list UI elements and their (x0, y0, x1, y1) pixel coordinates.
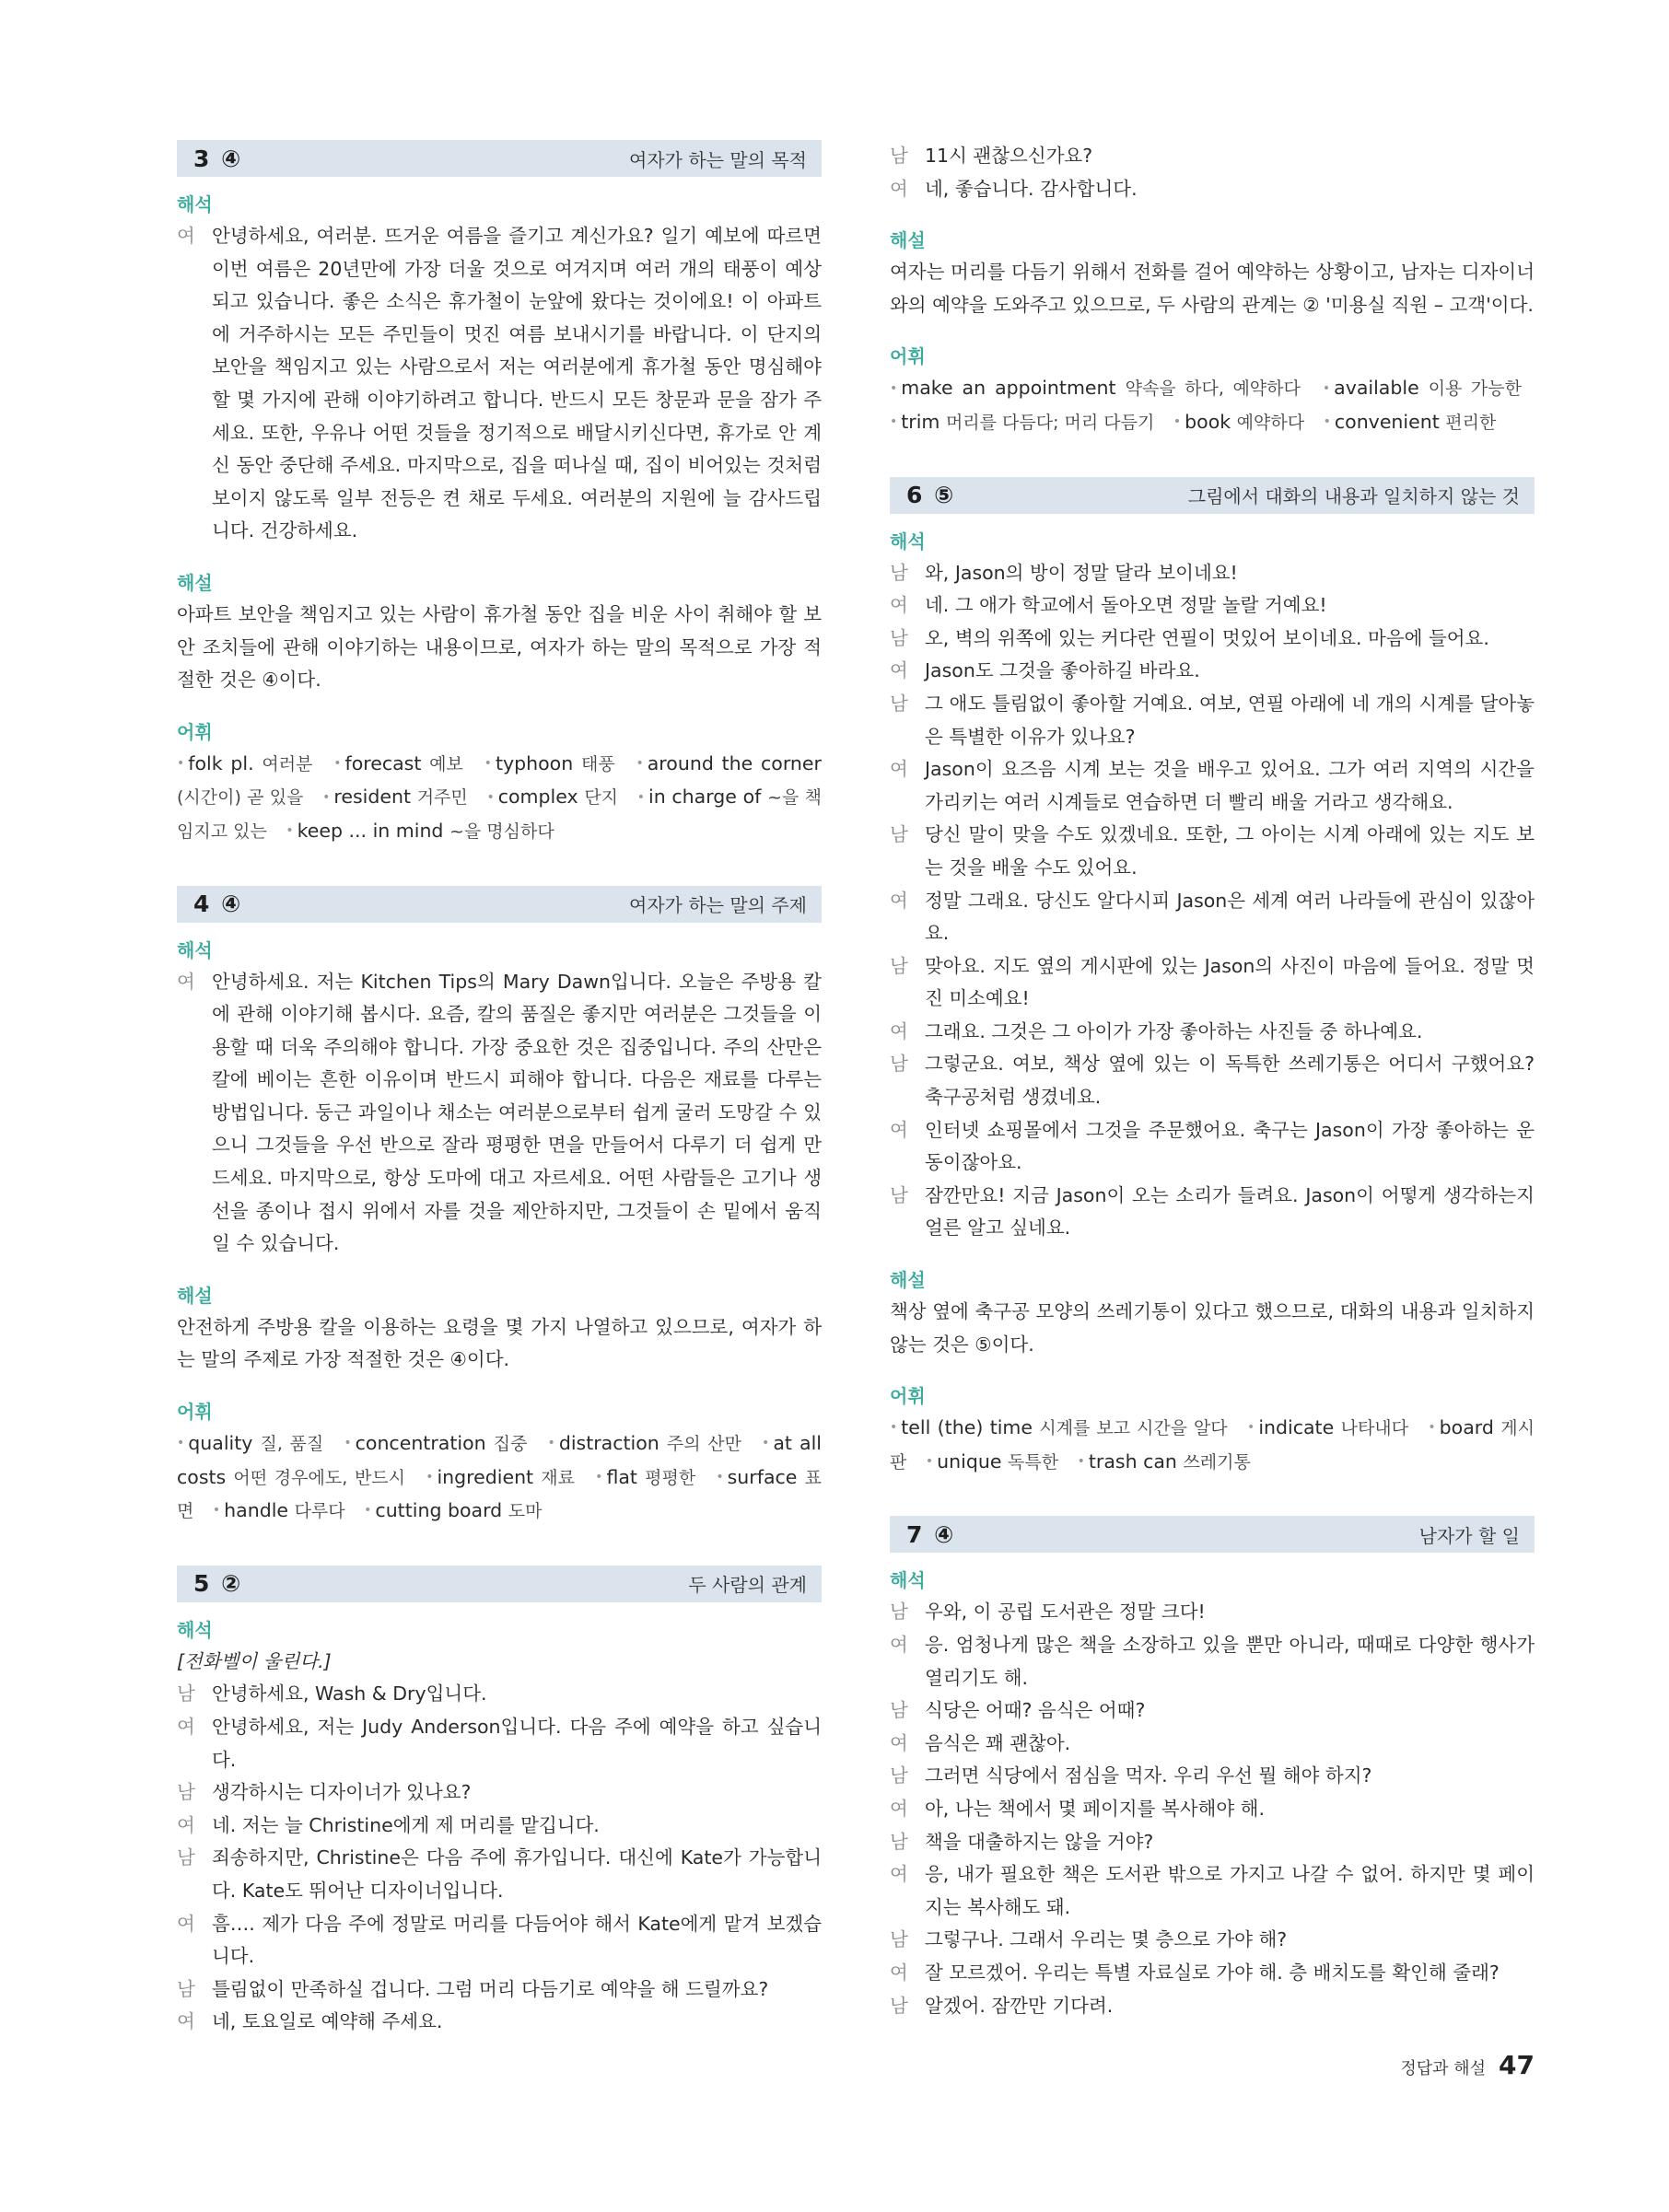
speaker-label: 여 (890, 1118, 908, 1141)
speaker-label: 남 (177, 1846, 195, 1869)
speaker-label: 여 (177, 970, 195, 993)
dialogue-line (177, 1711, 822, 1776)
page-footer (1400, 2050, 1535, 2080)
dialogue-text: 생각하시는 디자이너가 있나요? (212, 1781, 472, 1804)
stage-direction: [전화벨이 울린다.] (177, 1649, 332, 1672)
dialogue-text: 죄송하지만, Christine은 다음 주에 휴가입니다. 대신에 Kate가 가능합니다. Kate도 뛰어난 디자이너입니다. (212, 1846, 822, 1902)
vocab-word: folk pl. (188, 751, 254, 774)
speaker-label: 남 (890, 626, 908, 649)
vocab-meaning: 표면 (177, 1467, 822, 1522)
dialogue-line (890, 1793, 1535, 1826)
vocab-item (1324, 411, 1497, 433)
dialogue-line (177, 1908, 822, 1973)
speaker-label: 남 (177, 1977, 195, 2000)
dialogue-line (890, 557, 1535, 590)
question-4-header (177, 886, 822, 923)
vocab-word: typhoon (495, 751, 574, 774)
vocab-meaning: 나타내다 (1340, 1418, 1409, 1439)
vocab-meaning: 태풍 (580, 753, 615, 774)
dialogue-text: 그래요. 그것은 그 아이가 가장 좋아하는 사진들 중 하나예요. (925, 1019, 1423, 1042)
speaker-label: 여 (890, 1731, 908, 1754)
dialogue-text: 정말 그래요. 당신도 알다시피 Jason은 세계 여러 나라들에 관심이 있잖아요. (925, 889, 1535, 945)
speaker-label: 남 (890, 1053, 908, 1076)
dialogue-text: 맞아요. 지도 옆의 게시판에 있는 Jason의 사진이 마음에 들어요. 정말 멋진 미소예요! (925, 954, 1535, 1010)
explanation-text: 아파트 보안을 책임지고 있는 사람이 휴가철 동안 집을 비운 사이 취해야 할 보안 조치들에 관해 이야기하는 내용이므로, 여자가 하는 말의 목적으로 가장 적절한 것은 ④이다. (177, 602, 822, 692)
explanation-text: 책상 옆에 축구공 모양의 쓰레기통이 있다고 했으므로, 대화의 내용과 일치하지 않는 것은 ⑤이다. (890, 1300, 1535, 1356)
interpretation-label: 해석 (890, 1569, 926, 1592)
speaker-label: 남 (890, 692, 908, 715)
speaker-label: 여 (177, 2010, 195, 2033)
vocab-meaning: 머리를 다듬다; 머리 다듬기 (945, 412, 1155, 433)
vocab-meaning: 도마 (508, 1501, 543, 1522)
dialogue-line (890, 950, 1535, 1016)
vocab-item (364, 1499, 542, 1521)
question-number: 7 ④ (906, 1520, 956, 1548)
vocab-meaning: 재료 (541, 1467, 575, 1488)
speaker-label: 여 (177, 1912, 195, 1935)
question-topic: 그림에서 대화의 내용과 일치하지 않는 것 (1187, 485, 1520, 508)
dialogue-line (890, 1858, 1535, 1924)
vocab-word: distraction (558, 1432, 659, 1455)
vocab-item (1173, 411, 1304, 433)
dialogue-text: 네, 좋습니다. 감사합니다. (925, 177, 1138, 200)
dialogue-text: 틀림없이 만족하실 겁니다. 그럼 머리 다듬기로 예약을 해 드릴까요? (212, 1977, 769, 2000)
question-7 (890, 1516, 1535, 2022)
dialogue-text: 음식은 꽤 괜찮아. (925, 1731, 1071, 1754)
question-6-header (890, 477, 1535, 514)
dialogue-line (890, 589, 1535, 623)
speaker-label: 남 (890, 1699, 908, 1722)
speaker-label: 남 (890, 1928, 908, 1951)
vocab-word: trash can (1088, 1449, 1177, 1473)
vocab-item (595, 1466, 695, 1488)
vocab-word: ingredient (437, 1465, 534, 1488)
speaker-label: 여 (177, 225, 195, 247)
vocab-item (286, 820, 554, 842)
vocab-meaning: 평평한 (645, 1467, 696, 1488)
vocab-word: board (1439, 1416, 1494, 1439)
dialogue-line (890, 1957, 1535, 1990)
vocab-meaning: 예보 (429, 753, 463, 774)
dialogue-line (177, 1678, 822, 1711)
dialogue-line (890, 1924, 1535, 1957)
vocabulary-label: 어휘 (890, 345, 926, 368)
speaker-label: 여 (890, 594, 908, 617)
question-topic: 여자가 하는 말의 주제 (629, 894, 807, 916)
vocab-meaning: 게시판 (890, 1418, 1535, 1473)
dialogue-line (890, 819, 1535, 884)
dialogue-line (890, 1826, 1535, 1859)
vocab-word: tell (the) time (901, 1416, 1033, 1439)
vocab-word: complex (497, 786, 578, 809)
vocabulary-list (890, 1412, 1535, 1479)
dialogue-line (890, 753, 1535, 819)
page-number: 47 (1499, 2050, 1535, 2080)
vocab-meaning: 편리한 (1445, 412, 1497, 433)
vocab-word: resident (333, 786, 411, 809)
vocab-item (177, 1432, 323, 1454)
vocab-meaning: 거주민 (416, 787, 468, 809)
question-topic: 남자가 할 일 (1418, 1524, 1520, 1547)
question-5-continued (890, 140, 1535, 440)
vocab-meaning: 이용 가능한 (1428, 378, 1522, 400)
vocab-word: in charge of (648, 786, 762, 809)
question-number: 3 ④ (193, 145, 243, 172)
vocab-item (1323, 377, 1522, 399)
vocab-word: indicate (1258, 1416, 1335, 1439)
vocab-item (486, 786, 618, 808)
dialogue-text: 당신 말이 맞을 수도 있겠네요. 또한, 그 아이는 시계 아래에 있는 지도 보는 것을 배울 수도 있어요. (925, 823, 1535, 879)
vocab-meaning: ~을 명심하다 (449, 821, 554, 842)
dialogue-line (177, 1842, 822, 1907)
dialogue-line (890, 1990, 1535, 2023)
dialogue-text: 그러면 식당에서 점심을 먹자. 우리 우선 뭘 해야 하지? (925, 1764, 1372, 1787)
speaker-label: 남 (890, 561, 908, 584)
explanation-text: 안전하게 주방용 칼을 이용하는 요령을 몇 가지 나열하고 있으므로, 여자가 하는 말의 주제로 가장 적절한 것은 ④이다. (177, 1315, 822, 1371)
speaker-label: 남 (890, 823, 908, 846)
dialogue-line (890, 1016, 1535, 1049)
dialogue-text: 안녕하세요, Wash & Dry입니다. (212, 1682, 487, 1706)
dialogue-line (177, 1810, 822, 1843)
vocab-meaning: 독특한 (1008, 1451, 1059, 1473)
speaker-label: 남 (890, 954, 908, 977)
dialogue-line (890, 1728, 1535, 1761)
vocab-meaning: 여러분 (262, 753, 313, 774)
speaker-label: 남 (177, 1682, 195, 1706)
vocab-meaning: 약속을 하다, 예약하다 (1125, 378, 1301, 400)
vocabulary-label: 어휘 (177, 1401, 213, 1424)
question-4 (177, 886, 822, 1529)
question-3-header (177, 140, 822, 177)
speaker-label: 남 (177, 1781, 195, 1804)
vocabulary-label: 어휘 (890, 1385, 926, 1408)
vocab-meaning: 질, 품질 (260, 1434, 324, 1455)
explanation-label: 해설 (890, 229, 926, 252)
dialogue-line (890, 1629, 1535, 1694)
question-number: 5 ② (193, 1570, 243, 1598)
dialogue-text: 응, 내가 필요한 책은 도서관 밖으로 가지고 나갈 수 없어. 하지만 몇 페이지는 복사해도 돼. (925, 1863, 1535, 1918)
vocab-meaning: 예약하다 (1236, 412, 1305, 433)
dialogue-text: 네. 저는 늘 Christine에게 제 머리를 맡깁니다. (212, 1813, 600, 1836)
vocab-item (890, 377, 1301, 399)
explanation-label: 해설 (890, 1269, 926, 1292)
vocab-item (926, 1450, 1058, 1473)
dialogue-text: 식당은 어때? 음식은 어때? (925, 1699, 1146, 1722)
dialogue-line (177, 2006, 822, 2039)
speaker-label: 남 (890, 145, 908, 167)
dialogue-text: 잠깐만요! 지금 Jason이 오는 소리가 들려요. Jason이 어떻게 생각하는지 얼른 알고 싶네요. (925, 1183, 1535, 1240)
question-topic: 여자가 하는 말의 목적 (629, 148, 807, 171)
vocab-item (333, 752, 463, 774)
vocab-word: unique (937, 1449, 1002, 1473)
dialogue-text: 우와, 이 공립 도서관은 정말 크다! (925, 1601, 1206, 1624)
dialogue-line (890, 173, 1535, 206)
question-number: 6 ⑤ (906, 482, 956, 509)
question-6 (890, 477, 1535, 1480)
dialogue-text: 흠…. 제가 다음 주에 정말로 머리를 다듬어야 해서 Kate에게 맡겨 보겠습니다. (212, 1912, 822, 1968)
footer-label: 정답과 해설 (1400, 2059, 1487, 2078)
dialogue-line (890, 1048, 1535, 1113)
dialogue-line (177, 1776, 822, 1810)
question-5-header (177, 1566, 822, 1602)
vocab-meaning: 주의 산만 (666, 1434, 741, 1455)
question-7-header (890, 1516, 1535, 1553)
vocab-word: keep ... in mind (297, 819, 444, 842)
dialogue-line (890, 1180, 1535, 1245)
vocab-word: quality (188, 1432, 253, 1455)
speaker-label: 남 (890, 1183, 908, 1206)
vocab-item (1078, 1450, 1251, 1473)
explanation-label: 해설 (177, 1284, 213, 1307)
vocab-meaning: (시간이) 곧 있을 (177, 787, 304, 809)
dialogue-text: 11시 괜찮으신가요? (925, 145, 1093, 167)
question-number: 4 ④ (193, 891, 243, 917)
monologue-line (177, 966, 822, 1261)
dialogue-text: 아, 나는 책에서 몇 페이지를 복사해야 해. (925, 1797, 1265, 1820)
vocab-word: make an appointment (901, 377, 1116, 400)
question-5 (177, 1566, 822, 2039)
speaker-label: 여 (890, 1634, 908, 1656)
vocab-meaning: 집중 (493, 1434, 528, 1455)
left-column (177, 140, 822, 2076)
vocabulary-label: 어휘 (177, 720, 213, 743)
dialogue-text: 와, Jason의 방이 정말 달라 보이네요! (925, 561, 1238, 584)
monologue-text: 안녕하세요, 여러분. 뜨거운 여름을 즐기고 계신가요? 일기 예보에 따르면 이번 여름은 20년만에 가장 더울 것으로 여겨지며 여러 개의 태풍이 예상되고 있습니다. 좋은 소식은 휴가철이 눈앞에 왔다는 것이에요! 이 아파트에 거주하시는 모든 주민들이 멋진 여름 보내시기를 바랍니다. 이 단지의 보안을 책임지고 있는 사람으로서 저는 여러분에게 휴가철 동안 명심해야 할 몇 가지에 관해 이야기하려고 합니다. 반드시 모든 창문과 문을 잠가 주세요. 또한, 우유나 어떤 것들을 정기적으로 배달시키신다면, 휴가로 안 계신 동안 중단해 주세요. 마지막으로, 집을 떠나실 때, 집이 비어있는 것처럼 보이지 않도록 일부 전등은 켠 채로 두세요. 여러분의 지원에 늘 감사드립니다. 건강하세요. (212, 225, 822, 542)
dialogue-text: 인터넷 쇼핑몰에서 그것을 주문했어요. 축구는 Jason이 가장 좋아하는 운동이잖아요. (925, 1118, 1535, 1174)
dialogue-text: 그렇구나. 그래서 우리는 몇 층으로 가야 해? (925, 1928, 1288, 1951)
dialogue-text: 그 애도 틀림없이 좋아할 거예요. 여보, 연필 아래에 네 개의 시계를 달아놓은 특별한 이유가 있나요? (925, 692, 1535, 748)
vocab-word: handle (224, 1499, 289, 1522)
speaker-label: 여 (177, 1716, 195, 1738)
dialogue-line (890, 1760, 1535, 1793)
vocab-meaning: ~을 책임지고 있는 (177, 787, 822, 842)
vocab-item (177, 752, 312, 774)
vocab-meaning: 쓰레기통 (1183, 1451, 1251, 1473)
vocab-item (484, 752, 615, 774)
vocab-item (426, 1466, 575, 1488)
vocab-meaning: 다루다 (294, 1501, 345, 1522)
interpretation-label: 해석 (177, 1618, 213, 1641)
dialogue-text: 안녕하세요, 저는 Judy Anderson입니다. 다음 주에 예약을 하고 싶습니다. (212, 1716, 822, 1771)
vocab-word: cutting board (375, 1499, 503, 1522)
speaker-label: 여 (890, 659, 908, 682)
dialogue-text: 네, 토요일로 예약해 주세요. (212, 2010, 443, 2033)
speaker-label: 여 (890, 889, 908, 912)
monologue-line (177, 220, 822, 548)
dialogue-line (890, 1596, 1535, 1629)
dialogue-text: Jason도 그것을 좋아하길 바라요. (925, 659, 1200, 682)
speaker-label: 여 (890, 177, 908, 200)
vocab-item (890, 1416, 1228, 1438)
dialogue-line (890, 688, 1535, 753)
question-topic: 두 사람의 관계 (688, 1574, 807, 1597)
dialogue-line (890, 140, 1535, 173)
speaker-label: 여 (890, 758, 908, 781)
speaker-label: 남 (890, 1601, 908, 1624)
dialogue-line (177, 1973, 822, 2007)
interpretation-label: 해석 (890, 530, 926, 553)
speaker-label: 여 (890, 1961, 908, 1984)
vocab-word: forecast (344, 751, 422, 774)
dialogue-line (890, 623, 1535, 656)
vocab-meaning: 시계를 보고 시간을 알다 (1039, 1418, 1228, 1439)
dialogue-text: 그렇군요. 여보, 책상 옆에 있는 이 독특한 쓰레기통은 어디서 구했어요? 축구공처럼 생겼네요. (925, 1053, 1535, 1109)
vocab-word: concentration (355, 1432, 486, 1455)
speaker-label: 남 (890, 1994, 908, 2017)
vocab-word: book (1185, 410, 1231, 433)
vocab-word: surface (727, 1465, 798, 1488)
dialogue-text: 알겠어. 잠깐만 기다려. (925, 1994, 1114, 2017)
dialogue-text: 네. 그 애가 학교에서 돌아오면 정말 놀랄 거예요! (925, 594, 1327, 617)
dialogue-text: 책을 대출하지는 않을 거야? (925, 1830, 1154, 1853)
dialogue-line (890, 655, 1535, 688)
monologue-text: 안녕하세요. 저는 Kitchen Tips의 Mary Dawn입니다. 오늘은 주방용 칼에 관해 이야기해 봅시다. 요즘, 칼의 품질은 좋지만 여러분은 그것들을 이용할 때 더욱 주의해야 합니다. 가장 중요한 것은 집중입니다. 주의 산만은 칼에 베이는 흔한 이유이며 반드시 피해야 합니다. 다음은 재료를 다루는 방법입니다. 둥근 과일이나 채소는 여러분으로부터 쉽게 굴러 도망갈 수 있으니 그것들을 우선 반으로 잘라 평평한 면을 만들어서 다루기 더 쉽게 만드세요. 마지막으로, 항상 도마에 대고 자르세요. 어떤 사람들은 고기나 생선을 종이나 접시 위에서 자를 것을 제안하지만, 그것들이 손 밑에서 움직일 수 있습니다. (212, 970, 822, 1255)
dialogue-text: Jason이 요즈음 시계 보는 것을 배우고 있어요. 그가 여러 지역의 시간을 가리키는 여러 시계들로 연습하면 더 빨리 배울 거라고 생각해요. (925, 758, 1535, 813)
vocab-item (322, 786, 468, 808)
question-3 (177, 140, 822, 849)
speaker-label: 남 (890, 1830, 908, 1853)
vocab-word: around the corner (647, 751, 822, 774)
dialogue-text: 잘 모르겠어. 우리는 특별 자료실로 가야 해. 층 배치도를 확인해 줄래? (925, 1961, 1500, 1984)
dialogue-text: 응. 엄청나게 많은 책을 소장하고 있을 뿐만 아니라, 때때로 다양한 행사가 열리기도 해. (925, 1634, 1535, 1689)
right-column (890, 140, 1535, 2059)
vocab-item (344, 1432, 527, 1454)
vocabulary-list (890, 372, 1535, 439)
interpretation-label: 해석 (177, 938, 213, 961)
vocab-word: trim (901, 410, 940, 433)
dialogue-line (890, 1114, 1535, 1180)
dialogue-line (890, 885, 1535, 950)
vocab-item (213, 1499, 345, 1521)
vocab-word: available (1334, 377, 1419, 400)
vocab-meaning: 단지 (584, 787, 619, 809)
speaker-label: 여 (890, 1863, 908, 1886)
vocabulary-list (177, 748, 822, 849)
speaker-label: 남 (890, 1764, 908, 1787)
vocab-item (890, 411, 1154, 433)
vocab-word: at all costs (177, 1432, 822, 1488)
explanation-label: 해설 (177, 571, 213, 594)
interpretation-label: 해석 (177, 193, 213, 215)
vocabulary-list (177, 1427, 822, 1529)
explanation-text: 여자는 머리를 다듬기 위해서 전화를 걸어 예약하는 상황이고, 남자는 디자이너와의 예약을 도와주고 있으므로, 두 사람의 관계는 ② '미용실 직원 – 고객'이다. (890, 261, 1535, 316)
speaker-label: 여 (890, 1797, 908, 1820)
dialogue-line (890, 1694, 1535, 1728)
vocab-item (1247, 1416, 1408, 1438)
vocab-item (548, 1432, 741, 1454)
dialogue-text: 오, 벽의 위쪽에 있는 커다란 연필이 멋있어 보이네요. 마음에 들어요. (925, 626, 1489, 649)
vocab-word: convenient (1334, 410, 1440, 433)
speaker-label: 여 (890, 1019, 908, 1042)
speaker-label: 여 (177, 1813, 195, 1836)
vocab-word: flat (606, 1465, 637, 1488)
vocab-meaning: 어떤 경우에도, 반드시 (233, 1467, 406, 1488)
